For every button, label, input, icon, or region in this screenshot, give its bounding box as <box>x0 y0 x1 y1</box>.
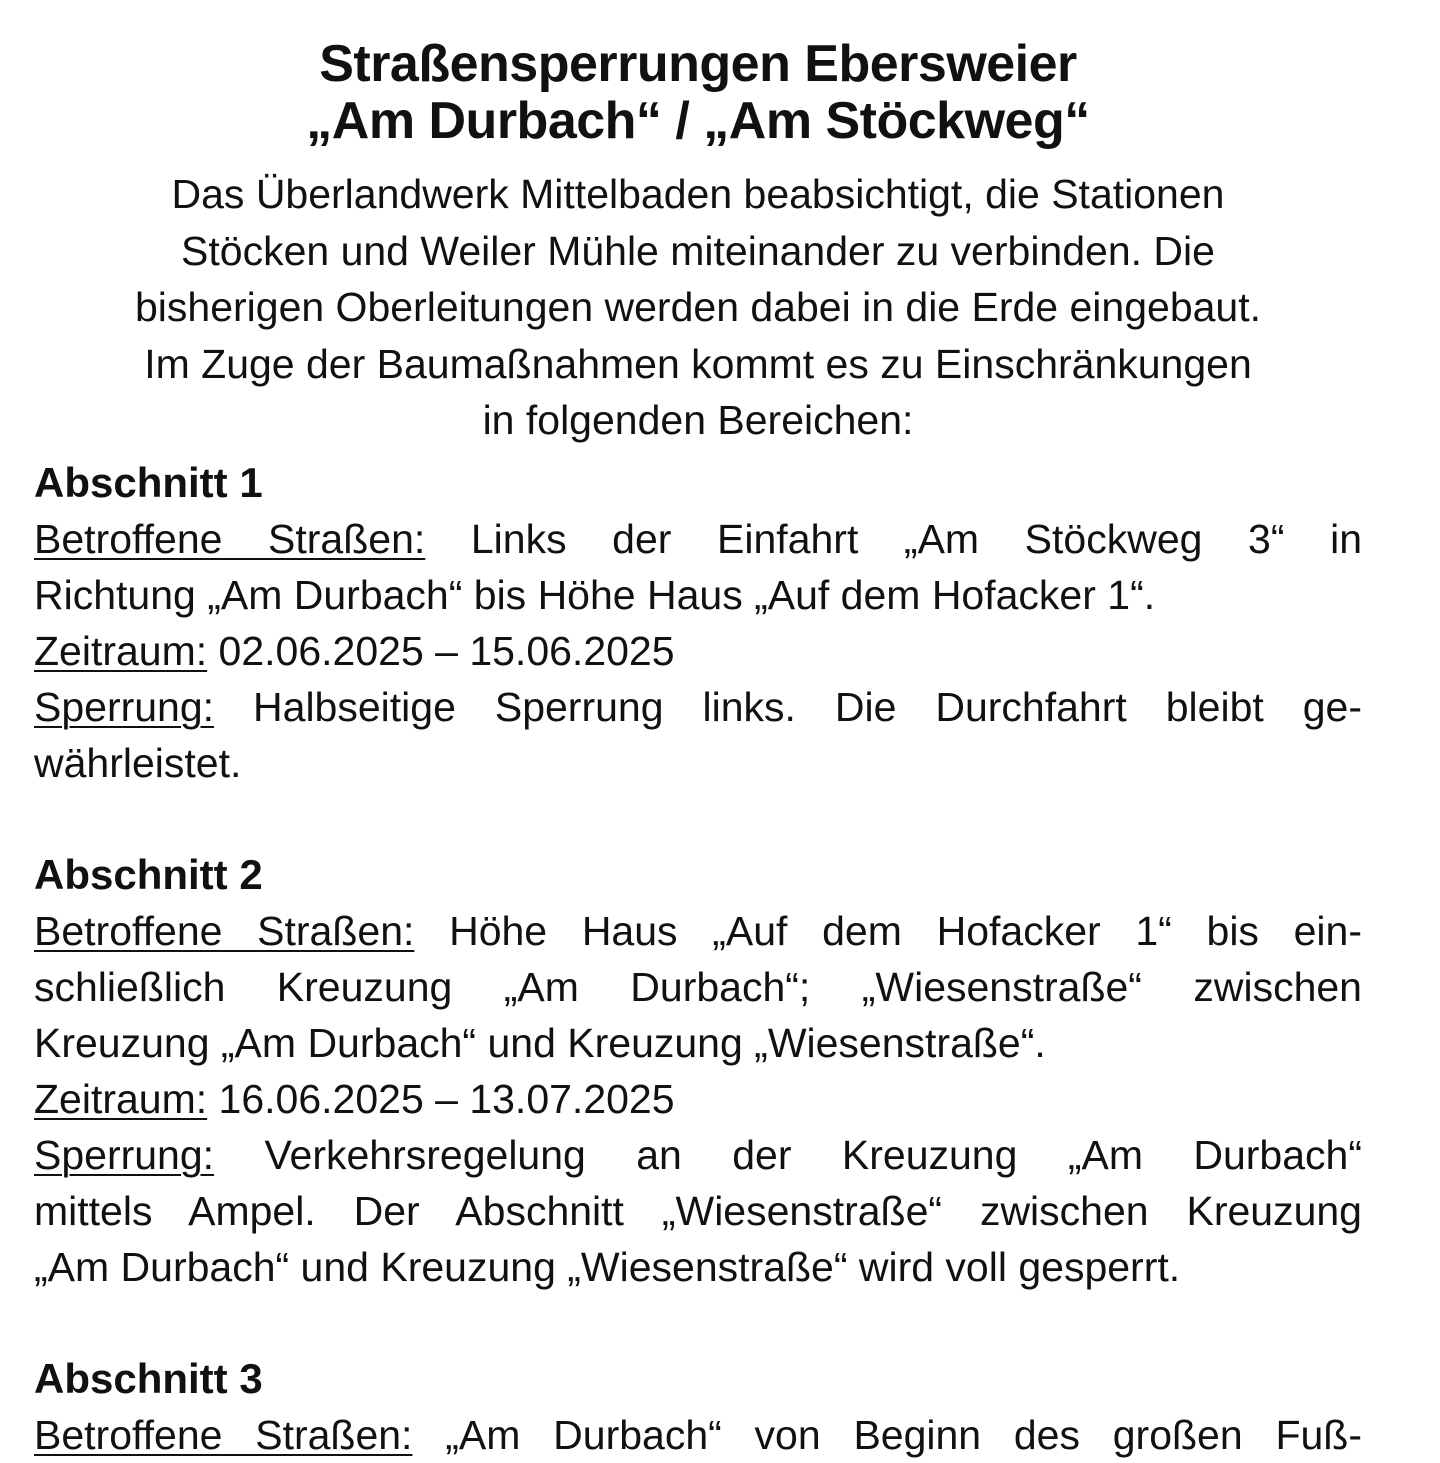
affected-streets-text: Links der Einfahrt „Am Stöckweg 3“ in <box>425 515 1362 562</box>
closure-line: währleistet. <box>34 739 242 786</box>
period <box>34 1071 1362 1127</box>
intro-line: Das Überlandwerk Mittelbaden beabsichtigt, die Stationen <box>171 171 1225 217</box>
intro-paragraph <box>34 166 1362 449</box>
section-3 <box>34 1351 1362 1463</box>
affected-streets-text: „Am Durbach“ von Beginn des großen Fuß- <box>412 1411 1362 1458</box>
affected-streets <box>34 903 1362 1071</box>
closure-label: Sperrung: <box>34 683 215 730</box>
affected-streets-line <box>34 1407 1362 1463</box>
period <box>34 623 1362 679</box>
section-heading: Abschnitt 3 <box>34 1354 263 1402</box>
closure-line <box>34 1127 1362 1183</box>
affected-streets-label: Betroffene Straßen: <box>34 1411 413 1458</box>
closure-text: Halbseitige Sperrung links. Die Durchfahrt bleibt ge- <box>214 683 1362 730</box>
page-title <box>34 36 1362 150</box>
closure-text: Verkehrsregelung an der Kreuzung „Am Durbach“ <box>214 1131 1362 1178</box>
closure-line: „Am Durbach“ und Kreuzung „Wiesenstraße“ wird voll gesperrt. <box>34 1243 1181 1290</box>
section-heading: Abschnitt 2 <box>34 850 263 898</box>
affected-streets-line: Richtung „Am Durbach“ bis Höhe Haus „Auf dem Hofacker 1“. <box>34 571 1156 618</box>
section-1 <box>34 455 1362 791</box>
intro-line: Stöcken und Weiler Mühle miteinander zu verbinden. Die <box>181 227 1215 274</box>
document-page <box>34 36 1362 1463</box>
closure-line: mittels Ampel. Der Abschnitt „Wiesenstraße“ zwischen Kreuzung <box>34 1187 1362 1234</box>
period-label: Zeitraum: <box>34 1075 208 1122</box>
intro-line: in folgenden Bereichen: <box>482 397 914 443</box>
period-label: Zeitraum: <box>34 627 208 674</box>
affected-streets <box>34 1407 1362 1463</box>
affected-streets-label: Betroffene Straßen: <box>34 515 426 562</box>
intro-line: Im Zuge der Baumaßnahmen kommt es zu Einschränkungen <box>144 340 1252 387</box>
title-line-1: Straßensperrungen Ebersweier <box>319 35 1077 93</box>
affected-streets-text: Höhe Haus „Auf dem Hofacker 1“ bis ein- <box>414 907 1362 954</box>
affected-streets-line <box>34 511 1362 567</box>
affected-streets-label: Betroffene Straßen: <box>34 907 415 954</box>
closure <box>34 679 1362 791</box>
intro-line: bisherigen Oberleitungen werden dabei in die Erde eingebaut. <box>134 284 1262 330</box>
period-value: 02.06.2025 – 15.06.2025 <box>207 627 675 674</box>
affected-streets <box>34 511 1362 623</box>
affected-streets-line: schließlich Kreuzung „Am Durbach“; „Wiesenstraße“ zwischen <box>34 963 1362 1010</box>
section-heading: Abschnitt 1 <box>34 458 263 506</box>
affected-streets-line <box>34 903 1362 959</box>
closure-label: Sperrung: <box>34 1131 215 1178</box>
closure-line <box>34 679 1362 735</box>
affected-streets-line: Kreuzung „Am Durbach“ und Kreuzung „Wiesenstraße“. <box>34 1019 1046 1066</box>
section-2 <box>34 847 1362 1295</box>
closure <box>34 1127 1362 1295</box>
period-value: 16.06.2025 – 13.07.2025 <box>207 1075 675 1122</box>
title-line-2: „Am Durbach“ / „Am Stöckweg“ <box>306 92 1090 150</box>
